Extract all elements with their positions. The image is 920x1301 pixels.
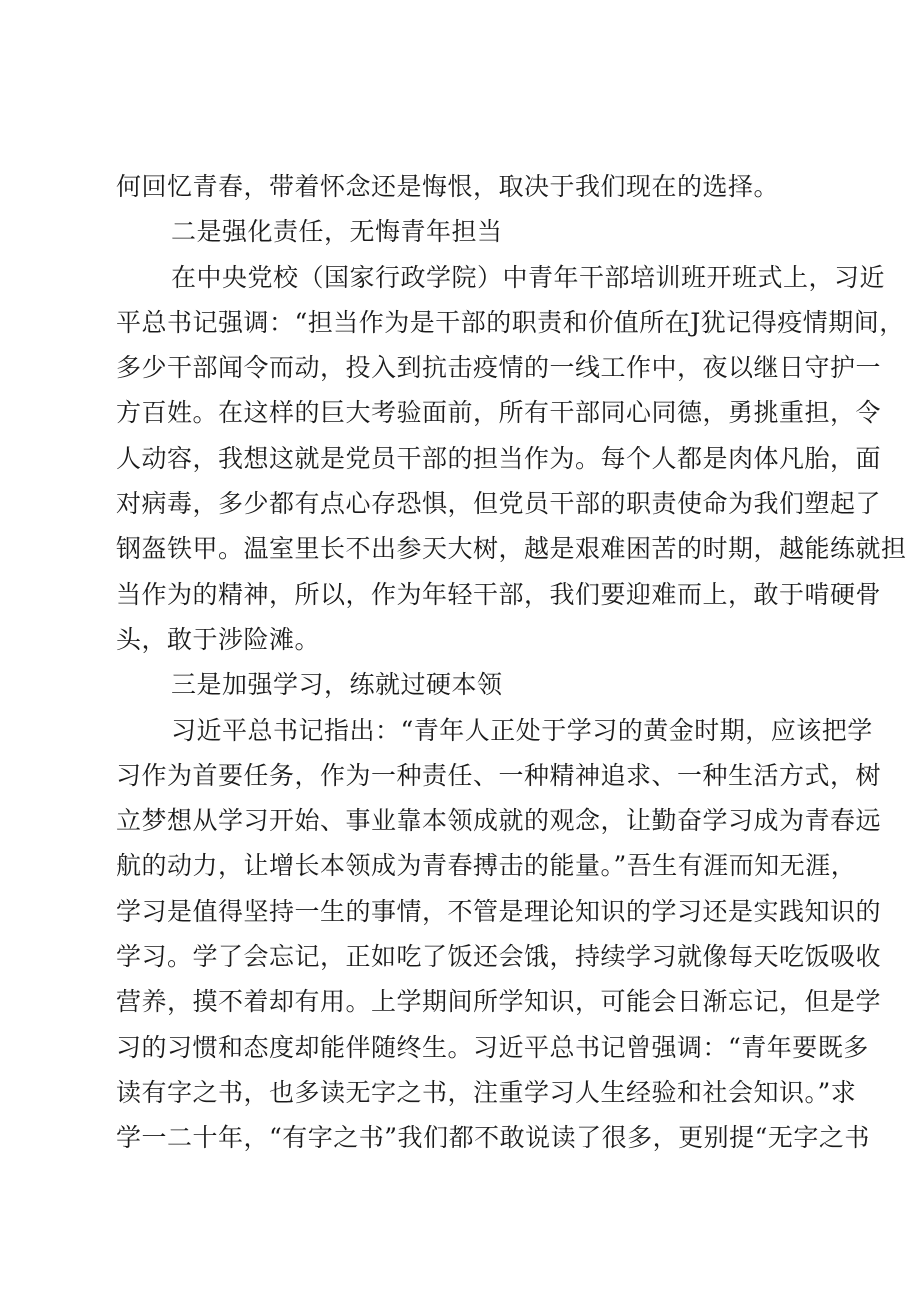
paragraph-line: 头，敢于涉险滩。 [116,624,321,654]
paragraph-line: 习近平总书记指出：“青年人正处于学习的黄金时期，应该把学 [171,715,873,745]
paragraph-line: 当作为的精神，所以，作为年轻干部，我们要迎难而上，敢于啃硬骨 [116,579,882,609]
paragraph-line: 读有字之书，也多读无字之书，注重学习人生经验和社会知识。”求 [116,1077,857,1107]
paragraph-line: 平总书记强调：“担当作为是干部的职责和价值所在J犹记得疫情期间， [116,307,905,337]
section-heading: 三是加强学习，练就过硬本领 [171,670,503,700]
paragraph-line: 对病毒，多少都有点心存恐惧，但党员干部的职责使命为我们塑起了 [116,489,882,519]
paragraph-line: 习作为首要任务，作为一种责任、一种精神追求、一种生活方式，树 [116,760,882,790]
paragraph-line: 学一二十年，“有字之书”我们都不敢说读了很多，更别提“无字之书 [116,1123,870,1153]
paragraph-line: 航的动力，让增长本领成为青春搏击的能量。”吾生有涯而知无涯， [116,851,857,881]
paragraph-line: 何回忆青春，带着怀念还是悔恨，取决于我们现在的选择。 [116,172,780,201]
paragraph-line: 人动容，我想这就是党员干部的担当作为。每个人都是肉体凡胎，面 [116,443,882,473]
paragraph-line: 立梦想从学习开始、事业靠本领成就的观念，让勤奋学习成为青春远 [116,806,882,836]
paragraph-line: 习的习惯和态度却能伴随终生。习近平总书记曾强调：“青年要既多 [116,1032,869,1062]
paragraph-line: 在中央党校（国家行政学院）中青年干部培训班开班式上，习近 [171,262,886,292]
paragraph-line: 学习。学了会忘记，正如吃了饭还会饿，持续学习就像每天吃饭吸收 [116,942,882,972]
body-text [116,164,907,1161]
paragraph-line: 多少干部闻令而动，投入到抗击疫情的一线工作中，夜以继日守护一 [116,353,882,383]
paragraph-line: 营养，摸不着却有用。上学期间所学知识，可能会日渐忘记，但是学 [116,987,882,1017]
paragraph-line: 方百姓。在这样的巨大考验面前，所有干部同心同德，勇挑重担，令 [116,398,882,428]
paragraph-line: 学习是值得坚持一生的事情，不管是理论知识的学习还是实践知识的 [116,896,882,926]
paragraph-line: 钢盔铁甲。温室里长不出参天大树，越是艰难困苦的时期，越能练就担 [116,534,907,564]
section-heading: 二是强化责任，无悔青年担当 [171,217,503,247]
